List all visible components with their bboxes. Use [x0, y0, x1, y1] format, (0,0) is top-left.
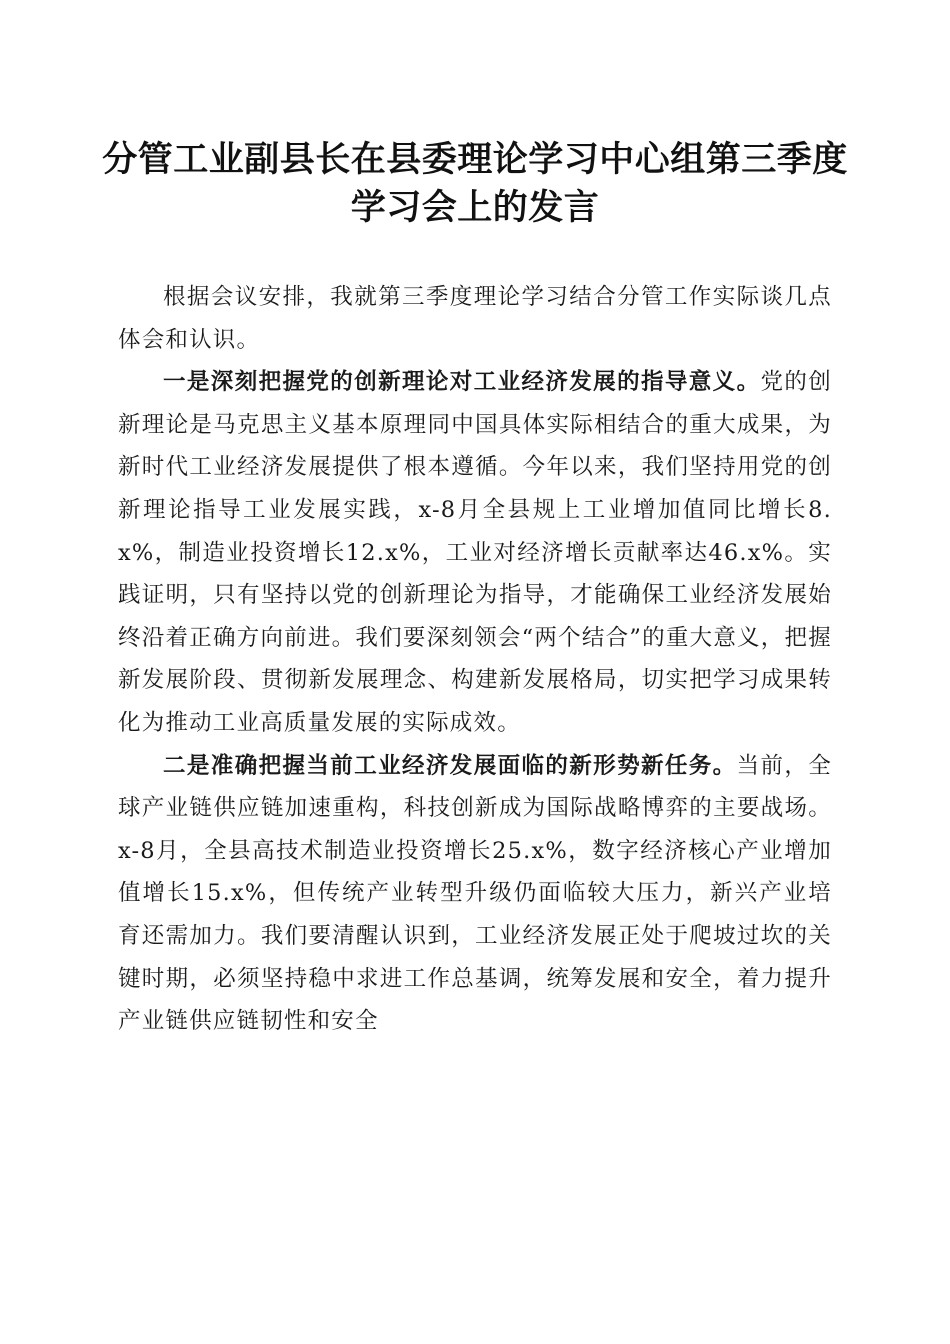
- document-body: [118, 276, 832, 1043]
- section-paragraph-1: [118, 361, 832, 744]
- section-lead-2: 二是准确把握当前工业经济发展面临的新形势新任务。: [163, 752, 737, 779]
- section-text-2: 当前，全球产业链供应链加速重构，科技创新成为国际战略博弈的主要战场。x-8月，全县高技术制造业投资增长25.x%，数字经济核心产业增加值增长15.x%，但传统产业转型升级仍面临较大压力，新兴产业培育还需加力。我们要清醒认识到，工业经济发展正处于爬坡过坎的关键时期，必须坚持稳中求进工作总基调，统筹发展和安全，着力提升产业链供应链韧性和安全: [118, 752, 832, 1035]
- document-title: 分管工业副县长在县委理论学习中心组第三季度学习会上的发言: [102, 139, 848, 228]
- section-paragraph-2: [118, 745, 832, 1043]
- section-lead-1: 一是深刻把握党的创新理论对工业经济发展的指导意义。: [163, 369, 761, 396]
- intro-paragraph: 根据会议安排，我就第三季度理论学习结合分管工作实际谈几点体会和认识。: [118, 284, 832, 353]
- section-text-1: 党的创新理论是马克思主义基本原理同中国具体实际相结合的重大成果，为新时代工业经济发展提供了根本遵循。今年以来，我们坚持用党的创新理论指导工业发展实践，x-8月全县规上工业增加值同比增长8.x%，制造业投资增长12.x%，工业对经济增长贡献率达46.x%。实践证明，只有坚持以党的创新理论为指导，才能确保工业经济发展始终沿着正确方向前进。我们要深刻领会“两个结合”的重大意义，把握新发展阶段、贯彻新发展理念、构建新发展格局，切实把学习成果转化为推动工业高质量发展的实际成效。: [118, 369, 832, 736]
